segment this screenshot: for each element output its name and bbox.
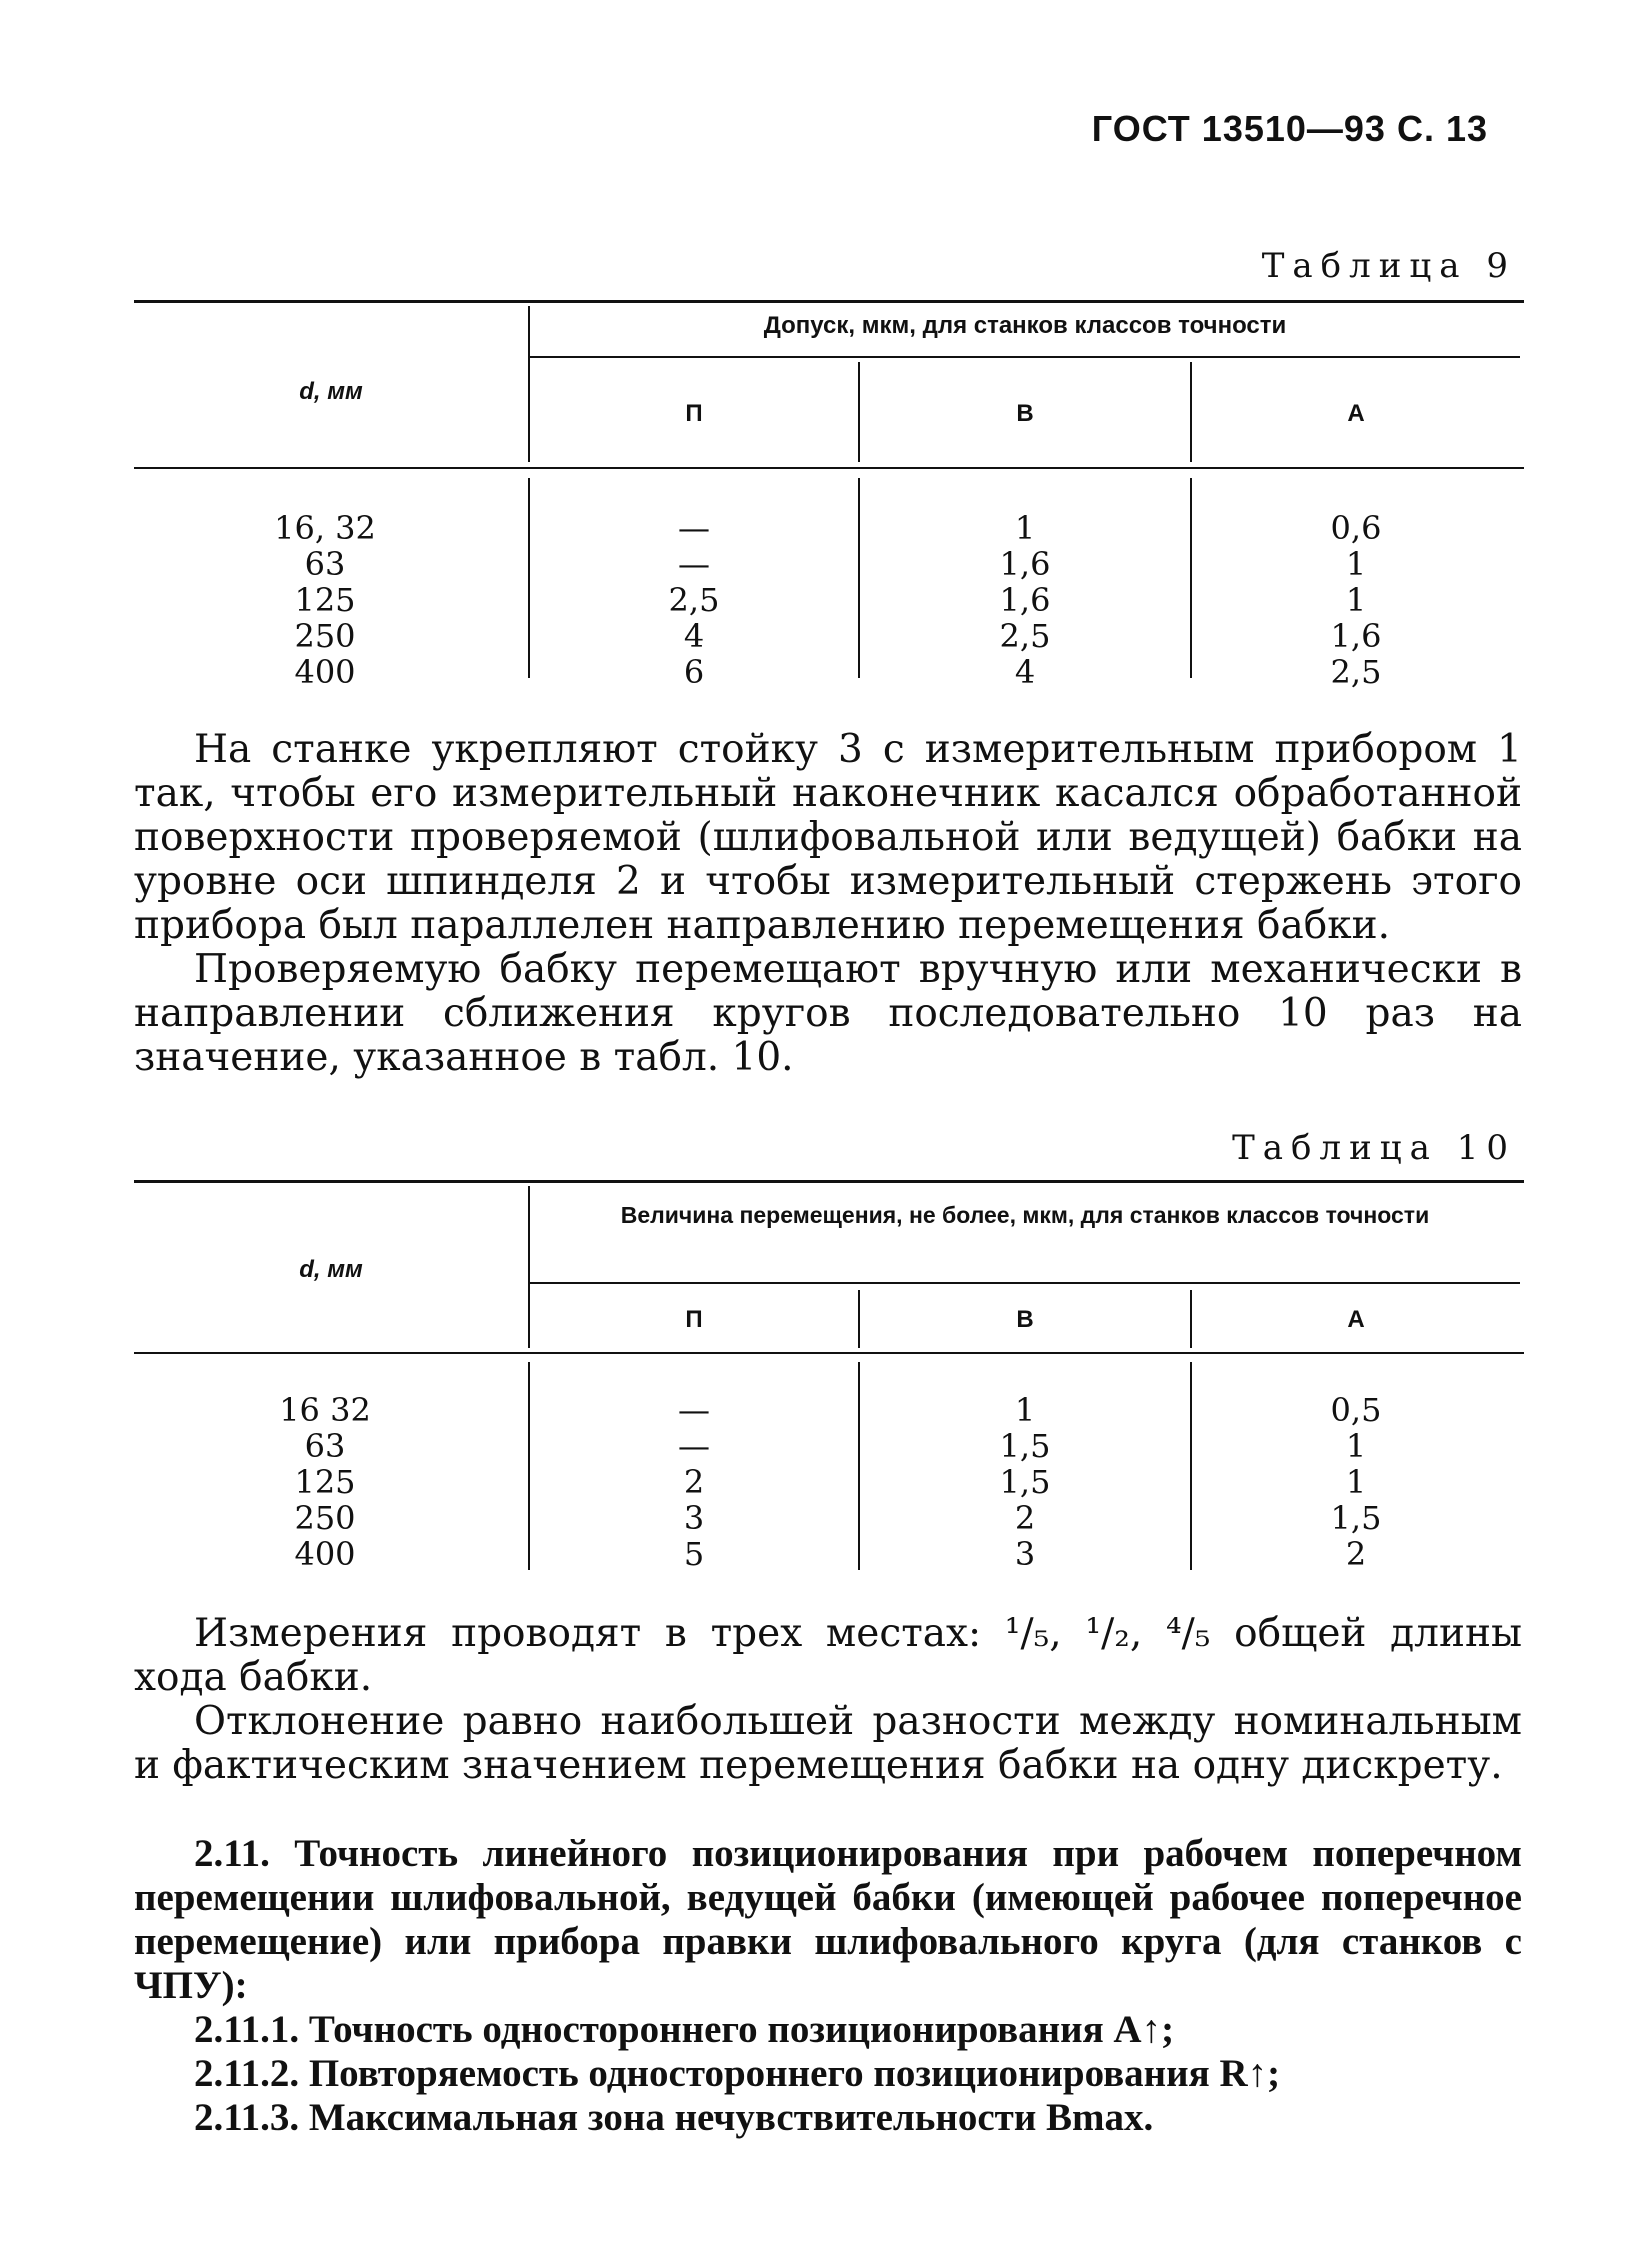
table-cell: 400 [294,653,356,691]
table-cell: 3 [683,1499,705,1537]
table9-col-P [530,510,858,690]
table-cell: 125 [294,581,356,619]
table10-group-rule [530,1282,1520,1284]
text-block-2 [134,1612,1522,1788]
table10-col-d [180,1392,470,1572]
table-cell: 2 [1345,1535,1367,1573]
table-cell: 250 [294,617,356,655]
table-cell: 16, 32 [274,509,376,547]
table10-col-V [860,1392,1190,1572]
table-cell: 2 [1014,1499,1036,1537]
section-title: 2.11. Точность линейного позиционирования при рабочем поперечном перемещении шлифовальной, ведущей бабки (имеющей рабочее поперечное перемещение) или прибора правки шлифовального круга (для станков с ЧПУ): [134,1832,1522,2007]
table9-col-V [860,510,1190,690]
table-cell: 4 [1014,653,1036,691]
table-cell: 1 [1345,1427,1367,1465]
table-cell: — [678,509,710,547]
table-cell: 1 [1014,1391,1036,1429]
table10-col-header-A: А [1347,1306,1365,1333]
table-cell: 0,6 [1330,509,1382,547]
paragraph: Измерения проводят в трех местах: ¹/₅, ¹/₂, ⁴/₅ общей длины хода бабки. [134,1611,1522,1700]
table9-group-rule [530,356,1520,358]
table9-header-rule [134,467,1524,469]
table-cell: 3 [1014,1535,1036,1573]
table9-col-A [1192,510,1520,690]
table-cell: — [678,1427,710,1465]
table10-col-header-V: В [1016,1306,1034,1333]
paragraph: Проверяемую бабку перемещают вручную или механически в направлении сближения кругов последовательно 10 раз на значение, указанное в табл. 10. [134,947,1522,1080]
table10-header-rule [134,1352,1524,1354]
table9-col-header-P: П [685,400,703,427]
table9-col-header-A: А [1347,400,1365,427]
table-cell: 250 [294,1499,356,1537]
table-cell: 400 [294,1535,356,1573]
table9-col-header-V: В [1016,400,1034,427]
table-cell: 2,5 [999,617,1051,655]
table9-group-header: Допуск, мкм, для станков классов точности [763,312,1287,339]
table-cell: 1,6 [999,581,1051,619]
table-cell: 125 [294,1463,356,1501]
table9-row-header: d, мм [299,378,363,405]
table-cell: 16 32 [279,1391,371,1429]
table10-col-header-P: П [685,1306,703,1333]
table-cell: 1,6 [1330,617,1382,655]
section-item-2-11-1: 2.11.1. Точность одностороннего позиционирования А↑; [194,2008,1175,2051]
section-2-11 [134,1832,1522,2140]
table-cell: 0,5 [1330,1391,1382,1429]
table-cell: 1,5 [999,1463,1051,1501]
page-header: ГОСТ 13510—93 С. 13 [1091,108,1488,149]
paragraph: На станке укрепляют стойку 3 с измерительным прибором 1 так, чтобы его измерительный наконечник касался обработанной поверхности проверяемой (шлифовальной или ведущей) бабки на уровне оси шпинделя 2 и чтобы измерительный стержень этого прибора был параллелен направлению перемещения бабки. [134,727,1522,948]
table10-col-A [1192,1392,1520,1572]
table10-group-header: Величина перемещения, не более, мкм, для станков классов точности [620,1202,1430,1228]
table-cell: 4 [683,617,705,655]
table-cell: — [678,1391,710,1429]
table-cell: 63 [304,1427,346,1465]
table10-col-P [530,1392,858,1572]
table10-top-rule [134,1180,1524,1183]
paragraph: Отклонение равно наибольшей разности между номинальным и фактическим значением перемещения бабки на одну дискрету. [134,1699,1522,1788]
table-cell: 5 [683,1535,705,1573]
section-item-2-11-3: 2.11.3. Максимальная зона нечувствительности Bmax. [194,2096,1154,2139]
table9-col-d [180,510,470,690]
table-cell: — [678,545,710,583]
table-cell: 1,5 [1330,1499,1382,1537]
table-cell: 1 [1014,509,1036,547]
table-cell: 1 [1345,1463,1367,1501]
table10-caption: Таблица 10 [1232,1128,1516,1168]
table-cell: 2,5 [1330,653,1382,691]
table-cell: 63 [304,545,346,583]
table10-row-header: d, мм [299,1256,363,1283]
table-cell: 2,5 [668,581,720,619]
table-cell: 1 [1345,581,1367,619]
table9-top-rule [134,300,1524,303]
table9-caption: Таблица 9 [1261,246,1516,286]
table-cell: 1 [1345,545,1367,583]
section-item-2-11-2: 2.11.2. Повторяемость одностороннего позиционирования R↑; [194,2052,1281,2095]
text-block-1 [134,728,1522,1080]
table-cell: 1,6 [999,545,1051,583]
table-cell: 1,5 [999,1427,1051,1465]
table-cell: 6 [683,653,705,691]
table-cell: 2 [683,1463,705,1501]
